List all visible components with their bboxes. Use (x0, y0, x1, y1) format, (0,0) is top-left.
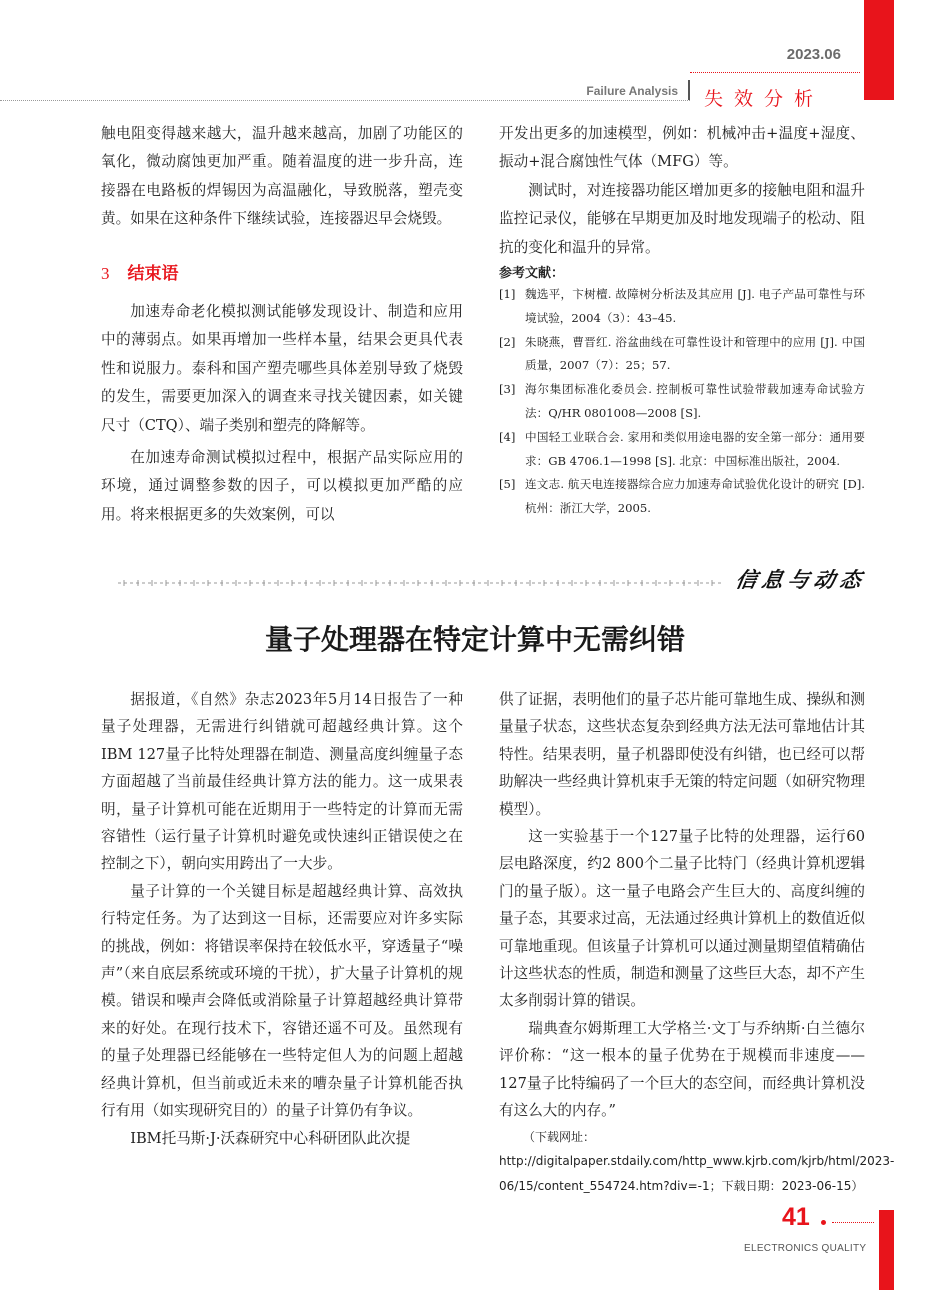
reference-item (499, 331, 865, 379)
conclusion-body (101, 298, 463, 529)
decorative-cross-line (118, 578, 722, 588)
header-dotted-rule-red (690, 72, 860, 73)
paragraph: 开发出更多的加速模型，例如：机械冲击+温度+湿度、振动+混合腐蚀性气体（MFG）等。 (499, 125, 865, 171)
right-column-top (499, 120, 865, 262)
reference-item (499, 283, 865, 331)
paragraph: 供了证据，表明他们的量子芯片能可靠地生成、操纵和测量量子状态，这些状态复杂到经典方法无法可靠地估计其特性。结果表明，量子机器即使没有纠错，也已经可以帮助解决一些经典计算机束手无策的特定问题（如研究物理模型）。 (499, 691, 865, 818)
page-dot (821, 1220, 826, 1225)
reference-number: [3] (499, 382, 516, 397)
paragraph: 瑞典查尔姆斯理工大学格兰·文丁与乔纳斯·白兰德尔评价称：“这一根本的量子优势在于规模而非速度——127量子比特编码了一个巨大的态空间，而经典计算机没有这么大的内存。” (499, 1019, 865, 1120)
news-right-column (499, 686, 895, 1199)
header-separator (688, 80, 690, 100)
paragraph: 量子计算的一个关键目标是超越经典计算、高效执行特定任务。为了达到这一目标，还需要应对许多实际的挑战，例如：将错误率保持在较低水平，穿透量子“噪声”（来自底层系统或环境的干扰），扩大量子计算机的规模。错误和噪声会降低或消除量子计算超越经典计算带来的好处。在现行技术下，容错还遥不可及。虽然现有的量子处理器已经能够在一些特定但人为的问题上超越经典计算机，但当前或近未来的嘈杂量子计算机能否执行有用（如实现研究目的）的量子计算仍有争议。 (101, 882, 463, 1120)
header-dotted-rule (0, 100, 690, 101)
paragraph: 触电阻变得越来越大，温升越来越高，加剧了功能区的氧化，微动腐蚀更加严重。随着温度的进一步升高，连接器在电路板的焊锡因为高温融化，导致脱落，塑壳变黄。如果在这种条件下继续试验，连接器迟早会烧毁。 (101, 125, 463, 228)
reference-text: 朱晓燕，曹晋红. 浴盆曲线在可靠性设计和管理中的应用 [J]. 中国质量，2007（7）：25；57. (525, 334, 865, 373)
news-left-column (101, 686, 463, 1152)
reference-number: [2] (499, 334, 516, 349)
issue-date: 2023.06 (786, 46, 841, 63)
section-heading (101, 259, 179, 284)
left-column-top (101, 120, 463, 234)
reference-number: [5] (499, 477, 516, 492)
references-title: 参考文献： (499, 266, 565, 281)
paragraph: 加速寿命老化模拟测试能够发现设计、制造和应用中的薄弱点。如果再增加一些样本量，结果会更具代表性和说服力。泰科和国产塑壳哪些具体差别导致了烧毁的发生，需要更加深入的调查来寻找关键因素，如关键尺寸（CTQ）、端子类别和塑壳的降解等。 (101, 303, 463, 434)
reference-text: 中国轻工业联合会. 家用和类似用途电器的安全第一部分：通用要求：GB 4706.1—1998 [S]. 北京：中国标准出版社，2004. (525, 429, 865, 468)
reference-number: [4] (499, 429, 516, 444)
section-title: 结束语 (127, 264, 179, 284)
footer-red-bar (879, 1210, 894, 1290)
news-section-label: 信息与动态 (733, 567, 869, 592)
page-number: 41 (782, 1203, 810, 1231)
paragraph: 在加速寿命测试模拟过程中，根据产品实际应用的环境，通过调整参数的因子，可以模拟更加严酷的应用。将来根据更多的失效案例，可以 (101, 449, 463, 523)
reference-item (499, 426, 865, 474)
article-title: 量子处理器在特定计算中无需纠错 (264, 623, 685, 656)
source-note: （下载网址：http://digitalpaper.stdaily.com/http_www.kjrb.com/kjrb/html/2023-06/15/content_554724.htm?div=-1；下载日期：2023-06-15） (499, 1129, 895, 1194)
reference-text: 海尔集团标准化委员会. 控制板可靠性试验带载加速寿命试验方法：Q/HR 0801008—2008 [S]. (525, 382, 865, 420)
paragraph: IBM托马斯·J·沃森研究中心科研团队此次提 (130, 1129, 411, 1147)
reference-number: [1] (499, 287, 516, 301)
section-number: 3 (101, 264, 110, 283)
paragraph: 这一实验基于一个127量子比特的处理器，运行60层电路深度，约2 800个二量子比特门（经典计算机逻辑门的量子版）。这一量子电路会产生巨大的、高度纠缠的量子态，其要求过高，无法通过经典计算机上的数值近似可靠地重现。但该量子计算机可以通过测量期望值精确估计这些状态的性质，制造和测量了这些巨大态，却不产生太多削弱计算的错误。 (499, 828, 865, 1010)
footer-dotted-rule (832, 1222, 874, 1223)
reference-list (499, 283, 865, 521)
journal-name: ELECTRONICS QUALITY (744, 1243, 867, 1254)
paragraph: 测试时，对连接器功能区增加更多的接触电阻和温升监控记录仪，能够在早期更加及时地发现端子的松动、阻抗的变化和温升的异常。 (499, 181, 865, 256)
section-label-english: Failure Analysis (586, 84, 678, 98)
section-label-chinese: 失效分析 (704, 88, 825, 110)
reference-text: 魏选平，卞树檀. 故障树分析法及其应用 [J]. 电子产品可靠性与环境试验，2004（3）：43–45. (525, 287, 865, 325)
reference-item (499, 378, 865, 426)
header-red-bar (864, 0, 894, 100)
reference-text: 连文志. 航天电连接器综合应力加速寿命试验优化设计的研究 [D]. 杭州：浙江大学，2005. (525, 477, 865, 516)
reference-item (499, 473, 865, 521)
paragraph: 据报道，《自然》杂志2023年5月14日报告了一种量子处理器，无需进行纠错就可超越经典计算。这个IBM 127量子比特处理器在制造、测量高度纠缠量子态方面超越了当前最佳经典计算方法的能力。这一成果表明，量子计算机可能在近期用于一些特定的计算而无需容错性（运行量子计算机时避免或快速纠正错误使之在控制之下），朝向实用跨出了一大步。 (101, 691, 463, 873)
